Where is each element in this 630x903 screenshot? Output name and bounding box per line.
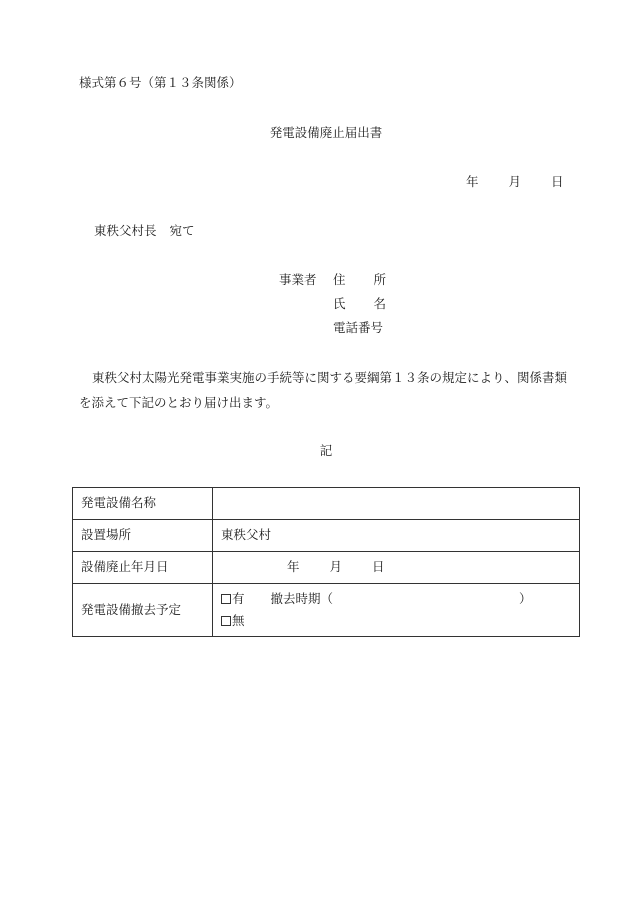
removal-yes-label: 有 [232, 591, 245, 606]
removal-plan-value [213, 584, 580, 637]
table-row-abolition-date [73, 552, 580, 584]
facility-name-label: 発電設備名称 [73, 488, 213, 520]
address-label-1: 住 [333, 272, 346, 287]
name-label-2: 名 [373, 296, 387, 311]
address-label-2: 所 [373, 272, 387, 287]
document-title: 発電設備廃止届出書 [269, 125, 383, 140]
addressee [94, 225, 195, 238]
addressee-suffix: 宛て [169, 223, 195, 238]
applicant-address-field [333, 274, 386, 287]
removal-timing-close: ） [519, 591, 532, 606]
abolition-date-value[interactable] [213, 552, 580, 584]
date-month-label: 月 [508, 174, 522, 189]
removal-no-line [221, 612, 571, 628]
ki-heading: 記 [319, 443, 333, 458]
name-label-1: 氏 [333, 296, 346, 311]
removal-yes-line [221, 593, 571, 606]
facility-name-value[interactable] [213, 488, 580, 520]
table-row-location [73, 520, 580, 552]
removal-plan-label: 発電設備撤去予定 [73, 584, 213, 637]
submission-date [466, 176, 564, 189]
location-value[interactable]: 東秩父村 [213, 520, 580, 552]
applicant-name-field [333, 298, 386, 311]
abolition-date-label: 設備廃止年月日 [73, 552, 213, 584]
abolition-month-label: 月 [329, 559, 343, 575]
checkbox-icon[interactable] [221, 594, 231, 604]
detail-table [72, 487, 580, 637]
removal-timing-label: 撤去時期（ [270, 591, 334, 606]
abolition-day-label: 日 [372, 559, 385, 575]
table-row-removal-plan [73, 584, 580, 637]
removal-no-label: 無 [232, 612, 245, 628]
table-row-facility-name [73, 488, 580, 520]
abolition-year-label: 年 [287, 559, 300, 575]
checkbox-icon[interactable] [221, 616, 231, 626]
date-year-label: 年 [466, 174, 479, 189]
body-paragraph: 東秩父村太陽光発電事業実施の手続等に関する要綱第１３条の規定により、関係書類を添えて下記のとおり届け出ます。 [79, 370, 568, 410]
applicant-phone-field: 電話番号 [333, 320, 384, 335]
form-number: 様式第６号（第１３条関係） [79, 75, 242, 90]
applicant-label: 事業者 [279, 272, 317, 287]
location-label: 設置場所 [73, 520, 213, 552]
addressee-name: 東秩父村長 [94, 223, 157, 238]
date-day-label: 日 [551, 174, 564, 189]
